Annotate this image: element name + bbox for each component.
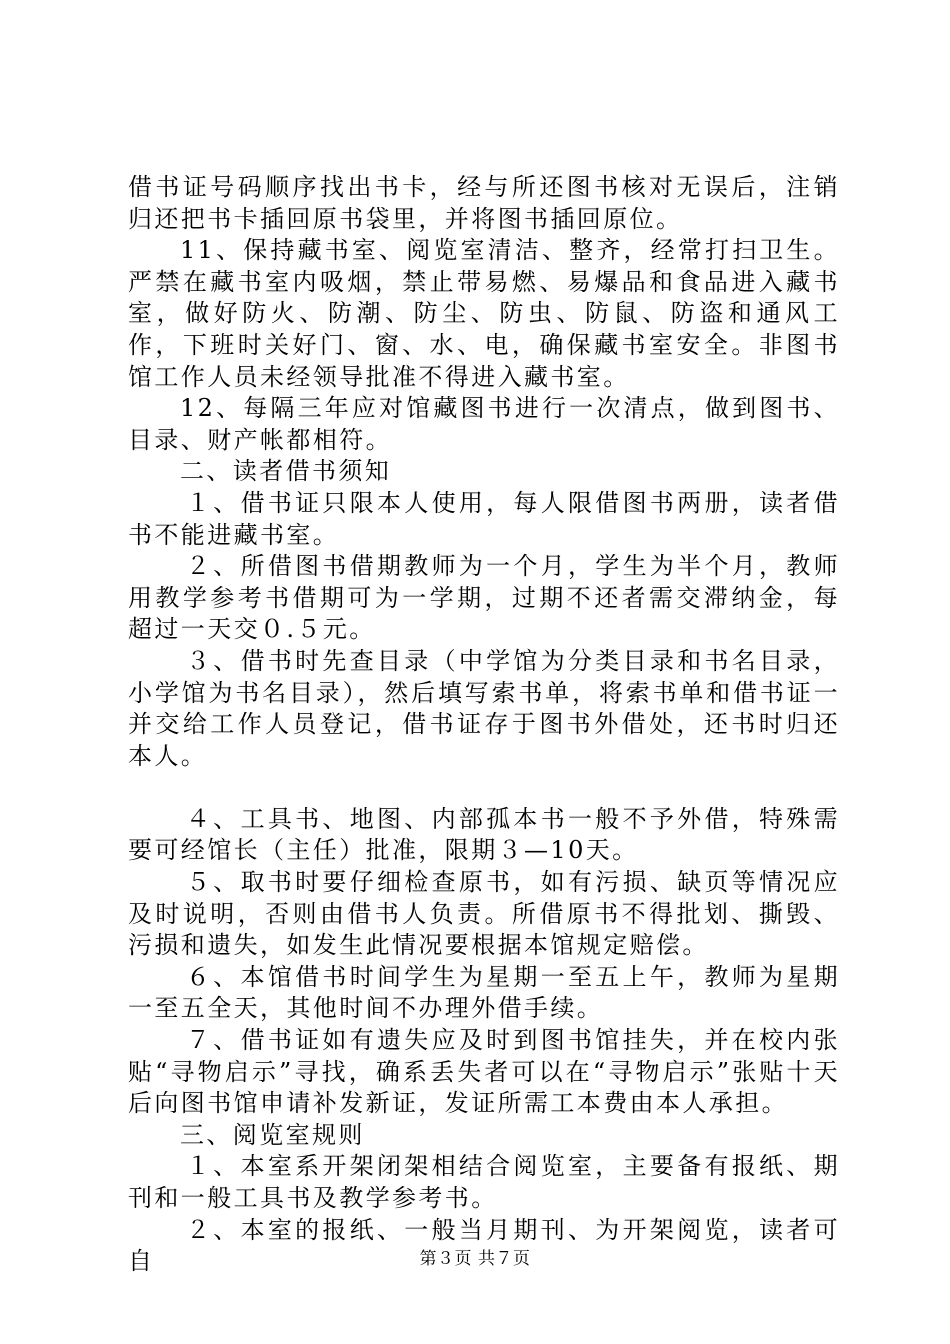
section-heading-borrowing-notice: 二、读者借书须知 — [180, 457, 392, 486]
paragraph-reading-room-1: １、本室系开架闭架相结合阅览室，主要备有报纸、期刊和一般工具书及教学参考书。 — [128, 1152, 840, 1212]
paragraph-rule-11: 11、保持藏书室、阅览室清洁、整齐，经常打扫卫生。严禁在藏书室内吸烟，禁止带易燃、易爆品和食品进入藏书室，做好防火、防潮、防尘、防虫、防鼠、防盗和通风工作，下班时关好门、窗、水、电，确保藏书室安全。非图书馆工作人员未经领导批准不得进入藏书室。 — [128, 236, 840, 391]
paragraph-borrow-3: ３、借书时先查目录（中学馆为分类目录和书名目录，小学馆为书名目录），然后填写索书单，将索书单和借书证一并交给工作人员登记，借书证存于图书外借处，还书时归还本人。 — [128, 646, 840, 770]
document-body — [128, 172, 840, 1278]
section-heading-reading-room-rules: 三、阅览室规则 — [180, 1120, 365, 1149]
paragraph-borrow-5: ５、取书时要仔细检查原书，如有污损、缺页等情况应及时说明，否则由借书人负责。所借原书不得批划、撕毁、污损和遗失，如发生此情况要根据本馆规定赔偿。 — [128, 868, 840, 960]
paragraph-borrow-6: ６、本馆借书时间学生为星期一至五上午，教师为星期一至五全天，其他时间不办理外借手续。 — [128, 962, 840, 1023]
paragraph-rule-12: 12、每隔三年应对馆藏图书进行一次清点，做到图书、目录、财产帐都相符。 — [128, 394, 840, 454]
paragraph-borrow-4: ４、工具书、地图、内部孤本书一般不予外借，特殊需要可经馆长（主任）批准，限期３—10天。 — [128, 804, 840, 865]
paragraph-borrow-1: １、借书证只限本人使用，每人限借图书两册，读者借书不能进藏书室。 — [128, 488, 840, 549]
paragraph-borrow-2: ２、所借图书借期教师为一个月，学生为半个月，教师用教学参考书借期可为一学期，过期不还者需交滞纳金，每超过一天交０.５元。 — [128, 552, 840, 644]
paragraph-borrow-7: ７、借书证如有遗失应及时到图书馆挂失，并在校内张贴“寻物启示”寻找，确系丢失者可以在“寻物启示”张贴十天后向图书馆申请补发新证，发证所需工本费由本人承担。 — [128, 1026, 840, 1118]
paragraph-return-books-continued: 借书证号码顺序找出书卡，经与所还图书核对无误后，注销归还把书卡插回原书袋里，并将图书插回原位。 — [128, 173, 840, 233]
page-number-footer: 第３页 共７页 — [419, 1249, 531, 1269]
paragraph-reading-room-2: ２、本室的报纸、一般当月期刊、为开架阅览，读者可自 — [128, 1215, 840, 1276]
